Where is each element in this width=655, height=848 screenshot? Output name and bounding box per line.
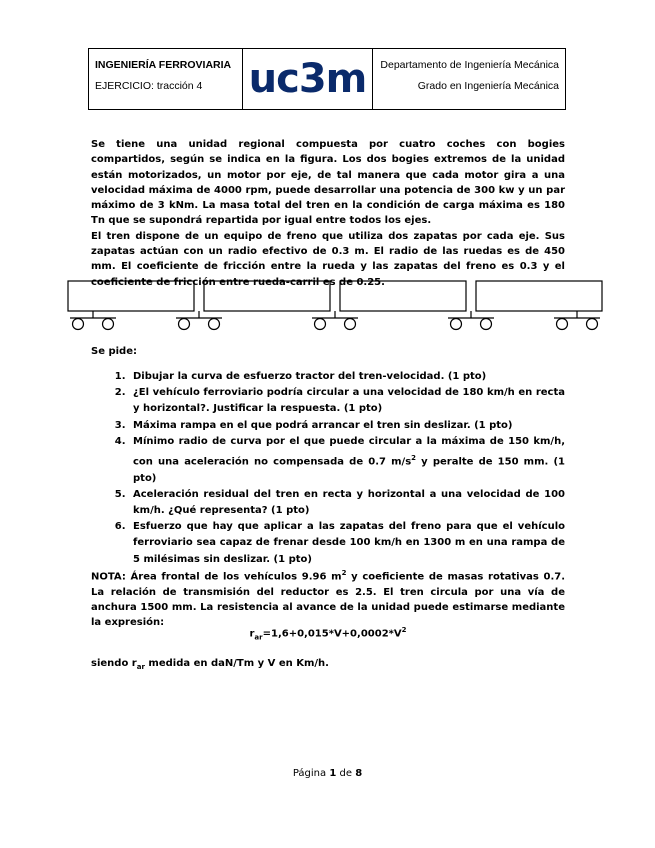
page-word: Página — [292, 768, 327, 779]
formula-body: =1,6+0,015*V+0,0002*V — [262, 628, 402, 640]
question-1: 1. Dibujar la curva de esfuerzo tractor del tren-velocidad. (1 pto) — [129, 369, 565, 385]
bogie-2 — [176, 311, 222, 330]
question-4 — [129, 434, 565, 487]
formula-r: r — [249, 628, 255, 640]
header-left-cell — [89, 49, 243, 109]
bogie-1 — [70, 311, 116, 330]
units-note-text-end: medida en daN/Tm y V en Km/h. — [144, 658, 329, 669]
question-2: 2. ¿El vehículo ferroviario podría circular a una velocidad de 180 km/h en recta y horizontal?. Justificar la respuesta. (1 pto) — [129, 385, 565, 417]
formula-subscript: ar — [254, 633, 263, 642]
page-footer — [0, 768, 655, 779]
department-name: Departamento de Ingeniería Mecánica — [380, 59, 559, 71]
header-logo-cell — [243, 49, 373, 109]
problem-statement — [91, 137, 565, 290]
car-2 — [204, 281, 330, 311]
question-3: 3. Máxima rampa en el que podrá arrancar el tren sin deslizar. (1 pto) — [129, 418, 565, 434]
bogie-4 — [448, 311, 494, 330]
bogie-3 — [312, 311, 358, 330]
page-total: 8 — [355, 768, 363, 779]
statement-paragraph-2: El tren dispone de un equipo de freno que utiliza dos zapatas por cada eje. Sus zapatas actúan con un radio efectivo de 0.3 m. El radio de las ruedas es de 450 mm. El coeficiente de fricción entre la rueda y las zapatas del freno es 0.3 y el coeficiente de fricción entre rueda-carril es de 0.25. — [91, 230, 565, 288]
question-4-exponent: 2 — [411, 454, 417, 463]
degree-name: Grado en Ingeniería Mecánica — [417, 80, 559, 92]
car-3 — [340, 281, 466, 311]
page-number: 1 — [329, 768, 337, 779]
nota-paragraph — [91, 566, 565, 631]
questions-list — [91, 369, 565, 568]
formula-exponent: 2 — [401, 626, 407, 634]
statement-paragraph-1: Se tiene una unidad regional compuesta por cuatro coches con bogies compartidos, según se indica en la figura. Los dos bogies extremos de la unidad están motorizados, un motor por eje, de tal manera que cada motor gira a una velocidad máxima de 4000 rpm, puede desarrollar una potencia de 300 kw y un par máximo de 3 kNm. La masa total del tren en la condición de carga máxima es 180 Tn que se supondrá repartida por igual entre todos los ejes. — [91, 139, 565, 227]
header-right-cell — [373, 49, 565, 109]
car-1 — [68, 281, 194, 311]
question-4-text-end: y peralte de 150 mm. (1 pto) — [133, 456, 565, 484]
nota-text: : Área frontal de los vehículos 9.96 m — [121, 571, 342, 583]
question-5: 5. Aceleración residual del tren en recta y horizontal a una velocidad de 100 km/h. ¿Qué representa? (1 pto) — [129, 487, 565, 519]
se-pide-heading: Se pide: — [91, 346, 137, 357]
uc3m-logo: uc3m — [248, 56, 367, 102]
document-header — [88, 48, 566, 110]
exercise-title: EJERCICIO: tracción 4 — [95, 80, 203, 92]
train-diagram — [66, 280, 606, 332]
resistance-formula — [91, 626, 565, 641]
nota-label: NOTA — [91, 571, 122, 583]
units-note-text: siendo r — [91, 658, 137, 669]
nota-exponent: 2 — [341, 569, 347, 577]
units-note-subscript: ar — [136, 663, 145, 671]
of-word: de — [339, 768, 352, 779]
question-6: 6. Esfuerzo que hay que aplicar a las zapatas del freno para que el vehículo ferroviario sea capaz de frenar desde 100 km/h en 1300 m en una rampa de 5 milésimas sin deslizar. (1 pto) — [129, 519, 565, 568]
units-note — [91, 656, 565, 675]
bogie-5 — [554, 311, 600, 330]
subject-title: INGENIERÍA FERROVIARIA — [95, 59, 232, 71]
nota-text-end: y coeficiente de masas rotativas 0.7. La relación de transmisión del reductor es 2.5. El tren circula por una vía de anchura 1500 mm. La resistencia al avance de la unidad puede estimarse mediante la expresión: — [91, 571, 565, 629]
car-4 — [476, 281, 602, 311]
question-4-text: Mínimo radio de curva por el que puede circular a la máxima de 150 km/h, con una aceleración no compensada de 0.7 m/s — [133, 435, 565, 468]
